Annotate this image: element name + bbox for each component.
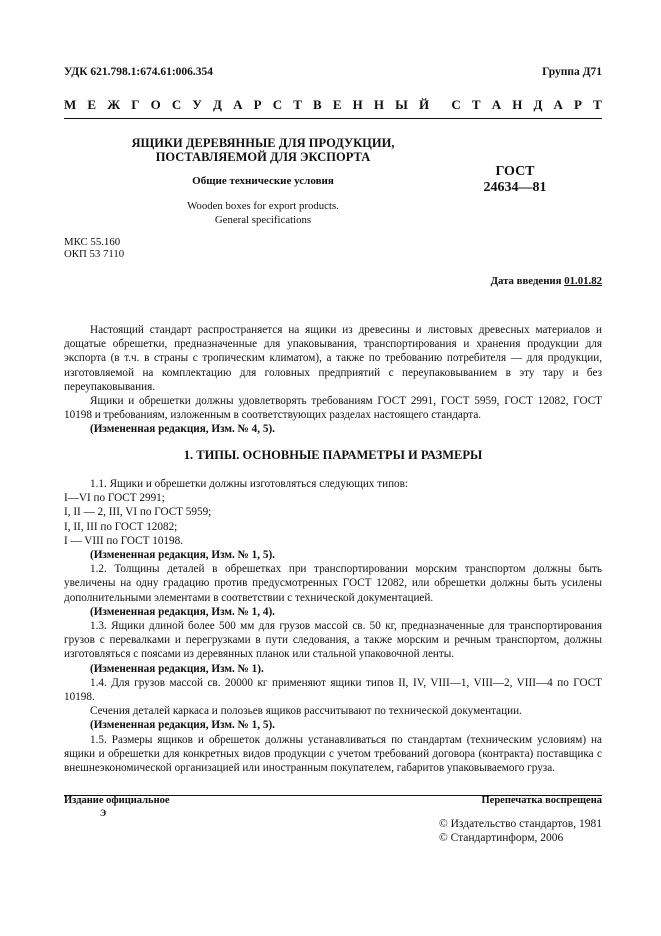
banner-letter: Е [87,97,97,112]
banner-letter: Й [419,97,430,112]
amendment-note: (Измененная редакция, Изм. № 4, 5). [90,423,275,436]
okp-code: ОКП 53 7110 [64,248,125,260]
banner-letter: М [64,97,77,112]
edition-mark: Э [100,808,107,818]
reprint-notice: Перепечатка воспрещена [481,795,602,806]
introduction [64,323,602,437]
official-edition: Издание официальное [64,795,170,806]
group-code: Группа Д71 [542,66,602,78]
banner-letter: Р [574,97,582,112]
banner-letter: А [553,97,563,112]
clause-1-4: 1.4. Для грузов массой св. 20000 кг применяют ящики типов II, IV, VIII—1, VIII—2, VIII—4 по ГОСТ 10198. [64,676,602,704]
banner-letter: Н [352,97,363,112]
copyright-publisher: © Издательство стандартов, 1981 [438,818,602,830]
standard-type-banner [64,97,602,113]
type-item: I—VI по ГОСТ 2991; [64,492,165,505]
banner-letter: С [272,97,283,112]
document-subtitle: Общие технические условия [192,175,334,187]
banner-letter: С [451,97,461,112]
banner-letter: Ж [107,97,121,112]
title-line-2: ПОСТАВЛЯЕМОЙ ДЛЯ ЭКСПОРТА [155,150,371,164]
banner-letter: Т [593,97,602,112]
introduction-date-label: Дата введения [490,275,562,287]
banner-letter: Р [253,97,262,112]
banner-letter: Н [512,97,523,112]
banner-letter: Ы [395,97,408,112]
section-1-body [64,477,602,775]
banner-letter: Т [293,97,302,112]
banner-letter: О [150,97,161,112]
copyright-standartinform: © Стандартинформ, 2006 [438,832,564,844]
banner-letter: Д [533,97,543,112]
intro-paragraph-requirements: Ящики и обрешетки должны удовлетворять требованиям ГОСТ 2991, ГОСТ 5959, ГОСТ 12082, ГОСТ 10198 и требованиям, изложенным в соответствующих разделах настоящего стандарта. [64,395,602,422]
title-line-1: ЯЩИКИ ДЕРЕВЯННЫЕ ДЛЯ ПРОДУКЦИИ, [131,136,395,150]
clause-1-5: 1.5. Размеры ящиков и обрешеток должны устанавливаться по стандартам (техническим условиям) на ящики и обрешетки для конкретных видов продукции с учетом требований договора (контракта) поставщика с внешнеэкономической организацией или иностранным покупателем, габаритов упаковываемого груза. [64,733,602,775]
document-title [108,136,418,164]
clause-1-1: 1.1. Ящики и обрешетки должны изготовляться следующих типов: [90,478,409,490]
banner-letter: А [491,97,502,112]
intro-paragraph-scope: Настоящий стандарт распространяется на ящики из древесины и листовых древесных материалов и дощатые обрешетки, предназначенные для упаковывания, транспортирования и хранения продукции для экспорта (в т.ч. в страны с тропическим климатом), а также по требованию потребителя — для продукции, изготовляемой на комплектацию для головных предприятий с переупаковыванием в эту тару и без переупаковывания. [64,324,602,393]
mks-code: МКС 55.160 [64,236,121,248]
banner-letter: Е [332,97,342,112]
gost-designation [460,164,570,196]
clause-1-4-sections: Сечения деталей каркаса и полозьев ящиков рассчитывают по технической документации. [90,705,522,718]
banner-letter: А [233,97,243,112]
english-title-line-2: General specifications [214,214,312,226]
amendment-note: (Измененная редакция, Изм. № 1, 5). [90,719,275,732]
section-heading: 1. ТИПЫ. ОСНОВНЫЕ ПАРАМЕТРЫ И РАЗМЕРЫ [183,448,483,462]
banner-letter: У [192,97,202,112]
gost-number: 24634—81 [483,180,547,195]
introduction-date [491,275,602,287]
banner-letter: Д [213,97,222,112]
introduction-date-value: 01.01.82 [564,275,602,287]
type-item: I, II — 2, III, VI по ГОСТ 5959; [64,506,212,519]
type-item: I, II, III по ГОСТ 12082; [64,520,178,533]
header-divider [64,118,602,119]
english-title-line-1: Wooden boxes for export products. [187,200,339,212]
banner-letter: Н [373,97,384,112]
gost-label: ГОСТ [495,164,535,179]
copyright-block [439,817,602,845]
clause-1-3: 1.3. Ящики длиной более 500 мм для грузов массой св. 50 кг, предназначенные для транспортирования грузов с перевалками и перегрузками в пути следования, а также морским и речным транспортом, должны изготовляться с поясами из деревянных планок или стальной упаковочной ленты. [64,620,602,661]
english-title [108,199,418,227]
amendment-note: (Измененная редакция, Изм. № 1). [90,662,264,675]
type-item: I — VIII по ГОСТ 10198. [64,534,183,547]
udk-code: УДК 621.798.1:674.61:006.354 [64,66,214,78]
clause-1-2: 1.2. Толщины деталей в обрешетках при транспортировании морским транспортом должны быть увеличены на одну градацию против предусмотренных ГОСТ 12082, или обрешетки должны быть усилены дополнительными элементами в соответствии с технической документацией. [64,563,602,604]
amendment-note: (Измененная редакция, Изм. № 1, 4). [90,605,275,618]
banner-letter: В [313,97,322,112]
banner-letter: С [171,97,182,112]
banner-letter: Т [471,97,481,112]
classification-codes [64,236,124,260]
banner-letter: Г [131,97,140,112]
amendment-note: (Измененная редакция, Изм. № 1, 5). [90,549,275,562]
